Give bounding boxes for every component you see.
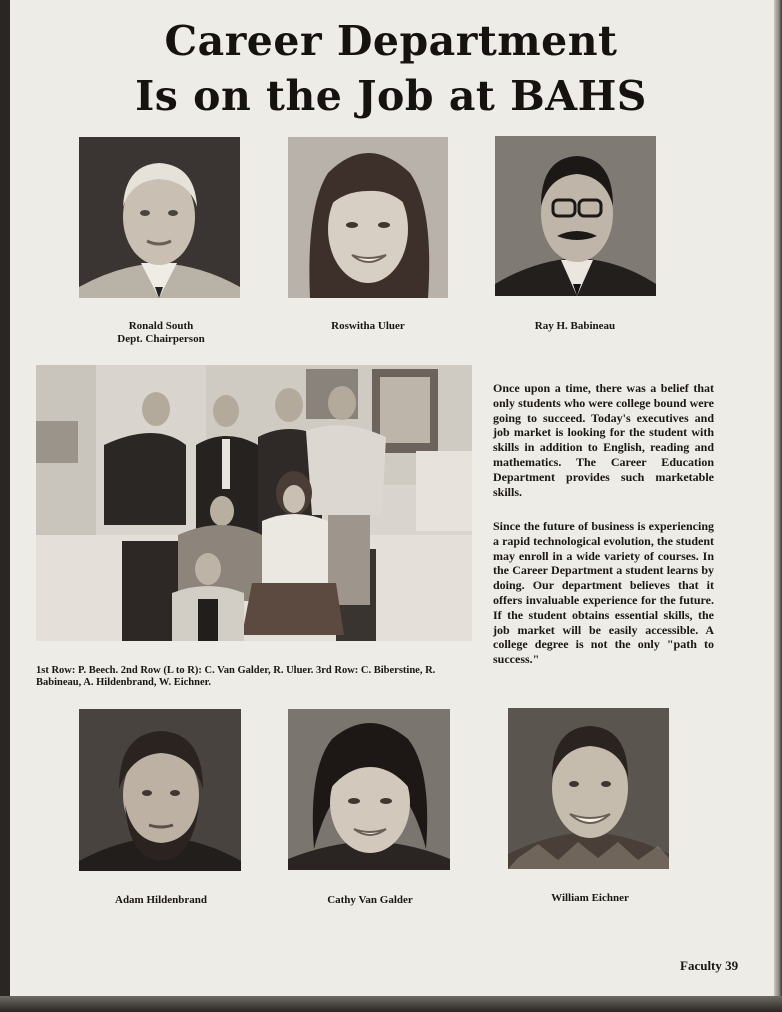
portrait-name: Ray H. Babineau	[534, 320, 616, 332]
group-photo-caption: 1st Row: P. Beech. 2nd Row (L to R): C. Van Galder, R. Uluer. 3rd Row: C. Biberstine, R. Babineau, A. Hildenbrand, W. Eichner.	[36, 665, 436, 688]
portrait-name: Adam Hildenbrand	[115, 894, 207, 906]
caption-william-eichner	[525, 892, 655, 905]
portrait-roswitha-uluer	[288, 137, 448, 298]
portrait-ray-babineau	[495, 136, 656, 296]
portrait-role: Dept. Chairperson	[117, 333, 205, 345]
caption-adam-hildenbrand	[96, 894, 226, 907]
caption-ray-babineau	[515, 320, 635, 333]
caption-ronald-south	[96, 320, 226, 346]
portrait-ronald-south	[79, 137, 240, 298]
article-paragraph-2: Since the future of business is experiencing a rapid technological evolution, the student may enroll in a wide variety of courses. In the Career Department a student learns by doing. Our department believes that it offers invaluable experience for the future. If the student obtains essential skills, the job market will be easily accessible. A college degree is not the only "path to success."	[493, 519, 714, 667]
portrait-name: Cathy Van Galder	[327, 894, 413, 906]
article-paragraph-1: Once upon a time, there was a belief that only students who were college bound were going to succeed. Today's executives and job market is looking for the student with skills in addition to English, reading and mathematics. The Career Education Department provides such marketable skills.	[493, 381, 714, 499]
page-title-line-1: Career Department	[164, 17, 618, 65]
portrait-name: Ronald South	[128, 320, 194, 332]
page-folio: Faculty 39	[680, 958, 739, 973]
caption-roswitha-uluer	[308, 320, 428, 333]
caption-cathy-van-galder	[305, 894, 435, 907]
portrait-william-eichner	[508, 708, 669, 869]
page-title-line-2: Is on the Job at BAHS	[135, 72, 647, 120]
group-photo	[36, 365, 472, 641]
portrait-name: Roswitha Uluer	[331, 320, 405, 332]
page-edge	[774, 0, 782, 1012]
portrait-cathy-van-galder	[288, 709, 450, 870]
portrait-adam-hildenbrand	[79, 709, 241, 871]
portrait-name: William Eichner	[551, 892, 629, 904]
page-edge-bottom	[0, 996, 782, 1012]
